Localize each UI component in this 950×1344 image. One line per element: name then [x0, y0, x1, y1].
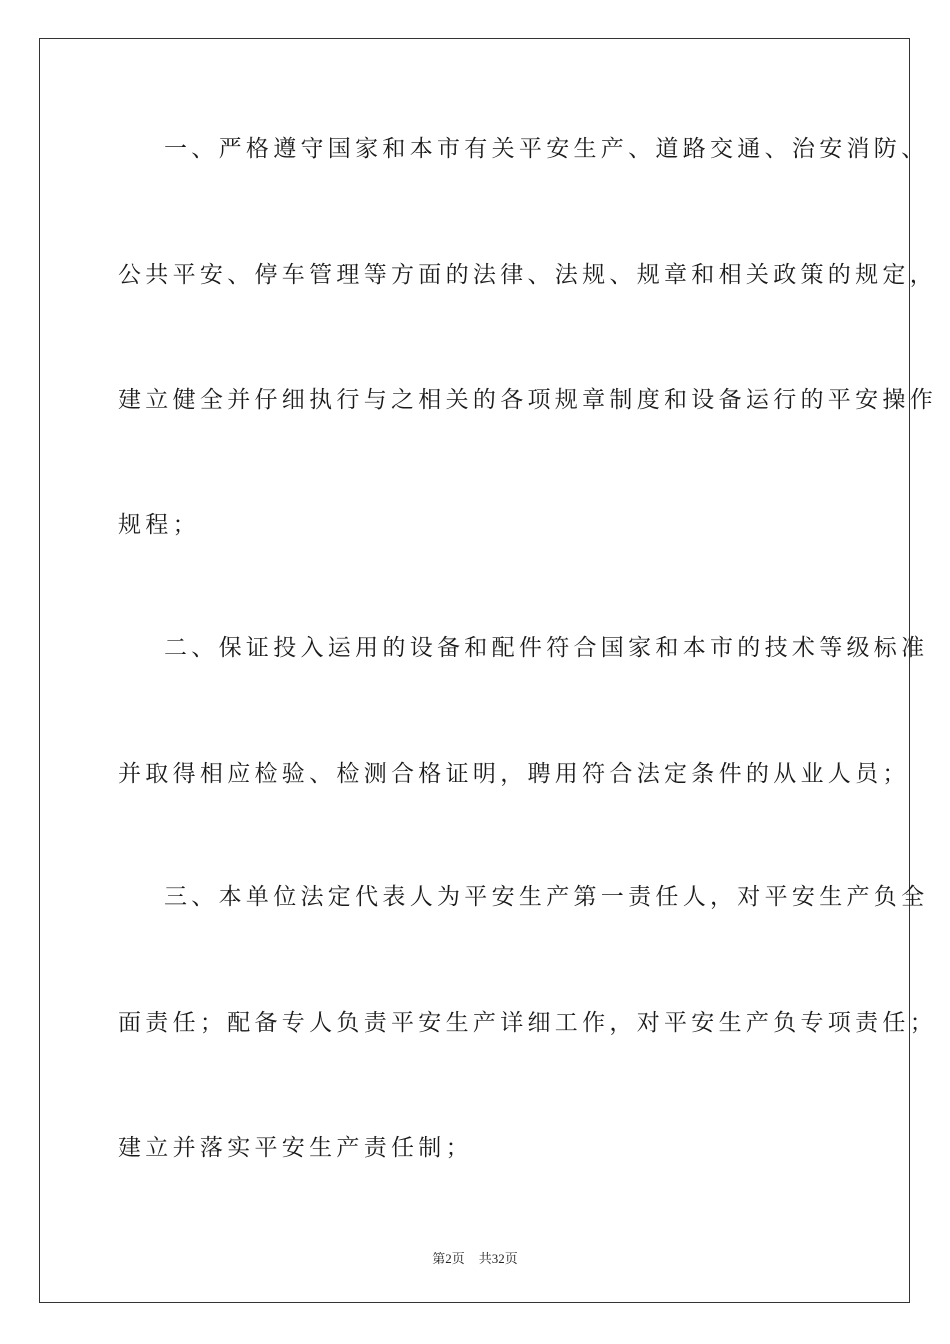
- paragraph-3-line-1: 三、本单位法定代表人为平安生产第一责任人，对平安生产负全: [164, 884, 929, 910]
- page-number: 第2页: [432, 1251, 465, 1266]
- paragraph-1-line-2: 公共平安、停车管理等方面的法律、法规、规章和相关政策的规定，: [118, 262, 937, 288]
- paragraph-3-line-3: 建立并落实平安生产责任制；: [118, 1135, 473, 1161]
- paragraph-1-line-1: 一、严格遵守国家和本市有关平安生产、道路交通、治安消防、: [164, 136, 929, 162]
- page-border: [39, 38, 910, 1303]
- paragraph-2-line-2: 并取得相应检验、检测合格证明，聘用符合法定条件的从业人员；: [118, 761, 910, 787]
- paragraph-2-line-1: 二、保证投入运用的设备和配件符合国家和本市的技术等级标准: [164, 635, 929, 661]
- page-footer: [0, 1248, 950, 1267]
- paragraph-1-line-4: 规程；: [118, 512, 200, 538]
- paragraph-3-line-2: 面责任；配备专人负责平安生产详细工作，对平安生产负专项责任；: [118, 1010, 937, 1036]
- paragraph-1-line-3: 建立健全并仔细执行与之相关的各项规章制度和设备运行的平安操作: [118, 387, 937, 413]
- page-total: 共32页: [478, 1251, 518, 1266]
